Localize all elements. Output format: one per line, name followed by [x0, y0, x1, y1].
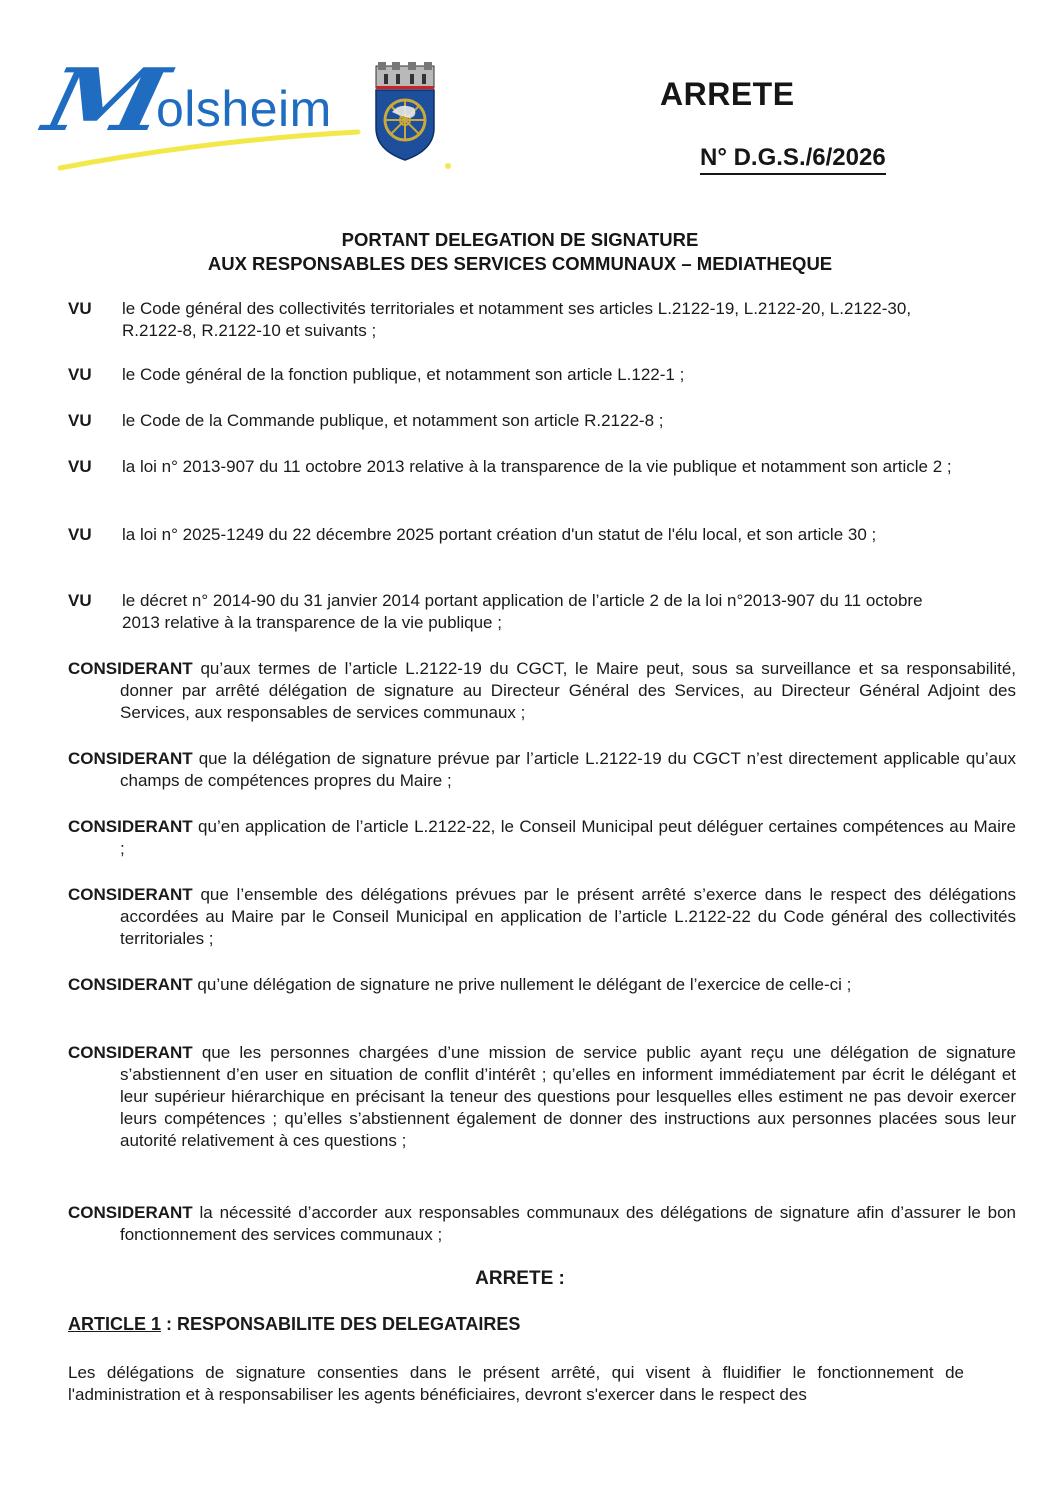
- considerant-item: [68, 748, 1016, 792]
- considerant-item: [68, 816, 1016, 860]
- considerant-label: CONSIDERANT: [68, 885, 193, 904]
- considerant-text: la nécessité d’accorder aux responsables communaux des délégations de signature afin d’assurer le bon fonctionnement des services communaux ;: [120, 1203, 1016, 1244]
- considerant-label: CONSIDERANT: [68, 1203, 193, 1222]
- considerant-label: CONSIDERANT: [68, 975, 193, 994]
- considerant-item: [68, 658, 1016, 724]
- logo-wordmark: olsheim: [156, 81, 332, 137]
- visa-label: VU: [68, 457, 92, 476]
- visa-text: le décret n° 2014-90 du 31 janvier 2014 portant application de l’article 2 de la loi n°2013-907 du 11 octobre 2013 relative à la transparence de la vie publique ;: [122, 591, 923, 632]
- visa-text: le Code général des collectivités territoriales et notamment ses articles L.2122-19, L.2122-20, L.2122-30, R.2122-8, R.2122-10 et suivants ;: [122, 299, 912, 340]
- considerant-text: que l’ensemble des délégations prévues par le présent arrêté s’exerce dans le respect des délégations accordées au Maire par le Conseil Municipal en application de l’article L.2122-22 du Code général des collectivités territoriales ;: [120, 885, 1016, 948]
- considerant-item: [68, 1042, 1016, 1152]
- article-separator: :: [161, 1314, 178, 1334]
- visa-item: [68, 524, 964, 546]
- visa-item: [68, 590, 964, 634]
- visa-label: VU: [68, 299, 92, 318]
- visa-item: [68, 456, 964, 478]
- subject-line-2: AUX RESPONSABLES DES SERVICES COMMUNAUX – MEDIATHEQUE: [207, 253, 833, 274]
- decree-reference-number: N° D.G.S./6/2026: [700, 144, 886, 175]
- logo-initial: M: [36, 50, 170, 151]
- molsheim-logo: [36, 40, 468, 190]
- subject-line-1: PORTANT DELEGATION DE SIGNATURE: [341, 229, 699, 250]
- visa-label: VU: [68, 365, 92, 384]
- visa-text: la loi n° 2013-907 du 11 octobre 2013 relative à la transparence de la vie publique et notamment son article 2 ;: [122, 457, 952, 476]
- considerant-text: que la délégation de signature prévue par l’article L.2122-19 du CGCT n’est directement applicable qu’aux champs de compétences propres du Maire ;: [120, 749, 1016, 790]
- visa-item: [68, 364, 964, 386]
- visa-label: VU: [68, 591, 92, 610]
- visa-label: VU: [68, 411, 92, 430]
- considerant-item: [68, 1202, 1016, 1246]
- visa-label: VU: [68, 525, 92, 544]
- visa-text: le Code général de la fonction publique, et notamment son article L.122-1 ;: [122, 365, 685, 384]
- considerant-label: CONSIDERANT: [68, 659, 193, 678]
- considerant-text: qu’aux termes de l’article L.2122-19 du CGCT, le Maire peut, sous sa surveillance et sa responsabilité, donner par arrêté délégation de signature au Directeur Général des Services, au Directeur Général Adjoint des Services, aux responsables de services communaux ;: [120, 659, 1016, 722]
- article-1-heading: [68, 1314, 520, 1335]
- visa-text: le Code de la Commande publique, et notamment son article R.2122-8 ;: [122, 411, 664, 430]
- molsheim-crest-icon: [370, 62, 440, 162]
- considerant-item: [68, 884, 1016, 950]
- visa-text: la loi n° 2025-1249 du 22 décembre 2025 portant création d'un statut de l'élu local, et son article 30 ;: [122, 525, 877, 544]
- visa-item: [68, 410, 964, 432]
- considerant-label: CONSIDERANT: [68, 1043, 193, 1062]
- considerant-item: [68, 974, 1016, 996]
- article-number: ARTICLE 1: [68, 1314, 162, 1334]
- considerant-text: que les personnes chargées d’une mission de service public ayant reçu une délégation de signature s’abstiennent d’en user en situation de conflit d’intérêt ; qu’elles en informent immédiatement par écrit le délégant et leur supérieur hiérarchique en précisant la teneur des questions pour lesquelles elles estiment ne pas devoir exercer leurs compétences ; qu’elles s’abstiennent également de donner des instructions aux personnes placées sous leur autorité relativement à ces questions ;: [120, 1043, 1016, 1150]
- article-title: RESPONSABILITE DES DELEGATAIRES: [177, 1314, 521, 1334]
- article-1-body: Les délégations de signature consenties dans le présent arrêté, qui visent à fluidifier le fonctionnement de l'administration et à responsabiliser les agents bénéficiaires, devront s'exercer dans le respect des: [68, 1363, 964, 1404]
- considerant-label: CONSIDERANT: [68, 817, 193, 836]
- document-title: ARRETE: [660, 76, 795, 112]
- considerant-label: CONSIDERANT: [68, 749, 193, 768]
- decree-subject: [0, 228, 1040, 276]
- considerant-text: qu’une délégation de signature ne prive nullement le délégant de l’exercice de celle-ci ;: [197, 975, 852, 994]
- visa-item: [68, 298, 964, 342]
- considerant-text: qu’en application de l’article L.2122-22, le Conseil Municipal peut déléguer certaines compétences au Maire ;: [120, 817, 1017, 858]
- decision-heading: ARRETE :: [475, 1268, 565, 1289]
